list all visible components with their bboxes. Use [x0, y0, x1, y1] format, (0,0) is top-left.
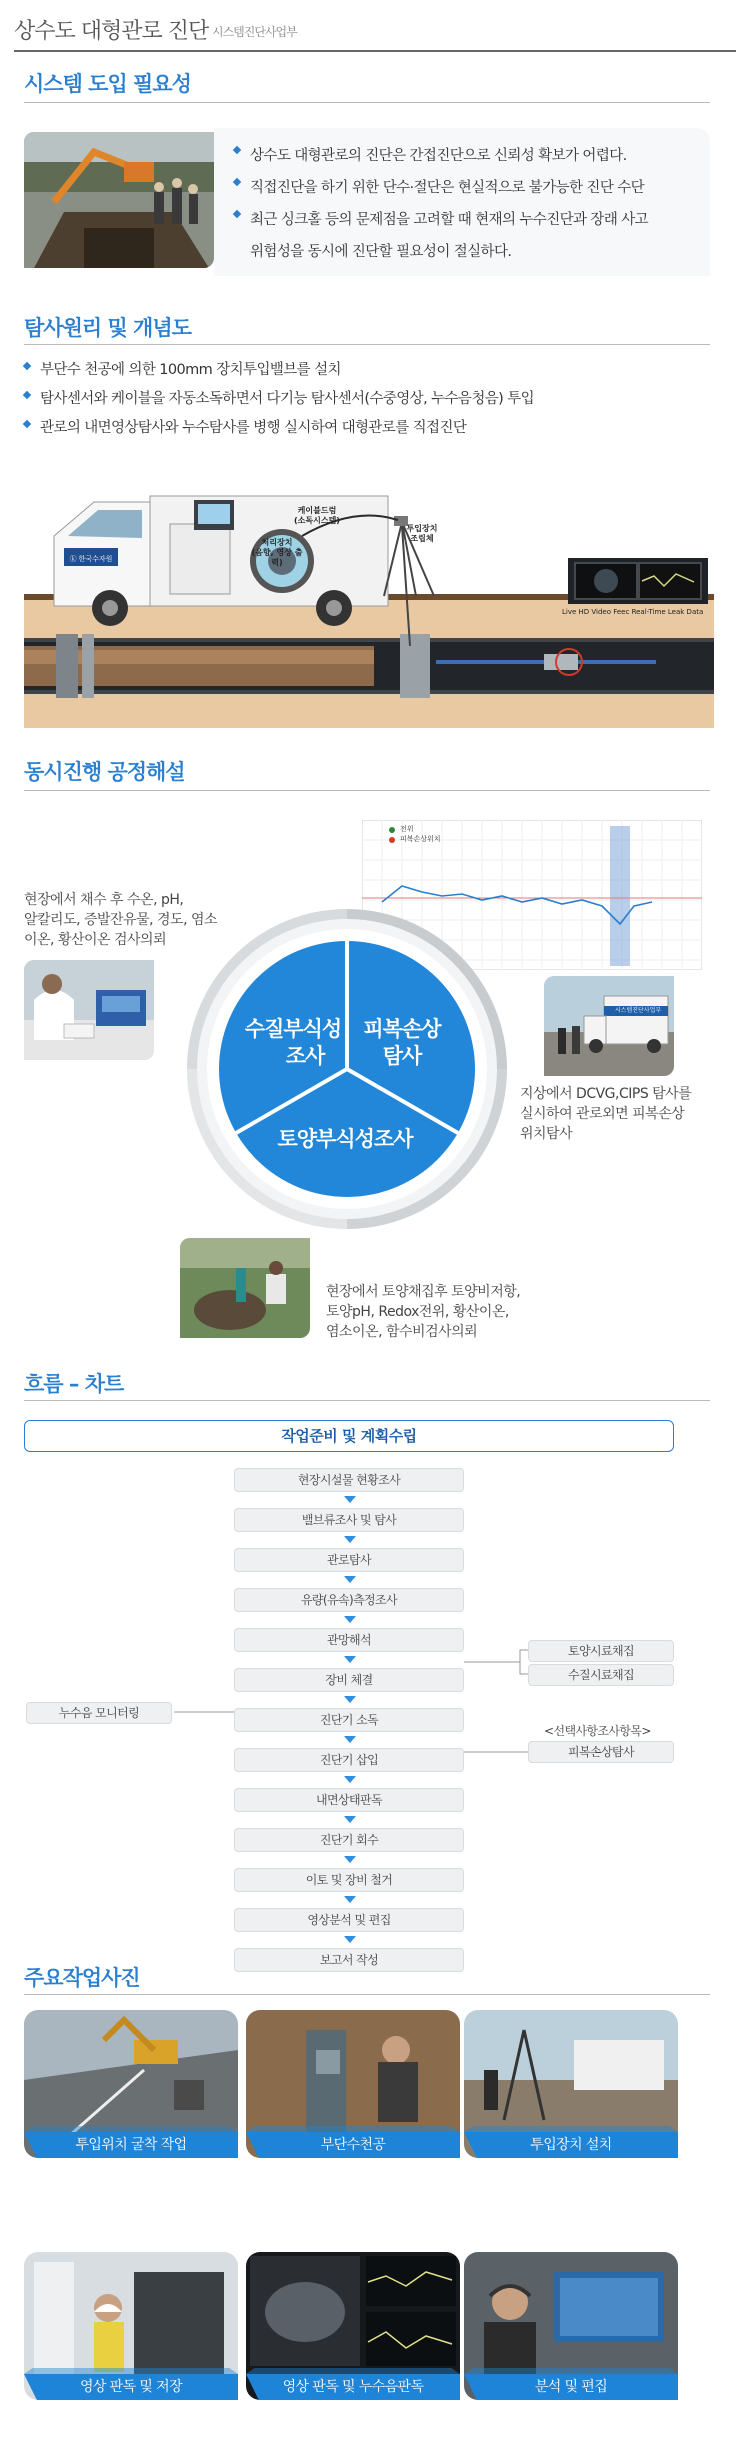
side-water-sample: 수질시료채집	[528, 1664, 674, 1686]
photo-tile-device-install	[464, 2010, 678, 2158]
flow-step: 관망해석	[234, 1628, 464, 1652]
side-soil-sample: 토양시료채집	[528, 1640, 674, 1662]
flow-step: 영상분석 및 편집	[234, 1908, 464, 1932]
photo-caption: 분석 및 편집	[464, 2368, 678, 2400]
photo-caption: 부단수천공	[246, 2126, 460, 2158]
photo-tile-video-save	[24, 2252, 238, 2400]
photo-caption: 투입장치 설치	[464, 2126, 678, 2158]
photo-tile-video-leak	[246, 2252, 460, 2400]
flow-step: 진단기 회수	[234, 1828, 464, 1852]
flow-step: 현장시설물 현황조사	[234, 1468, 464, 1492]
optional-note: <선택사항조사항목>	[544, 1724, 651, 1738]
flow-step: 보고서 작성	[234, 1948, 464, 1972]
list-item: 위험성을 동시에 진단할 필요성이 절실하다.	[250, 244, 512, 260]
section-title-flow: 흐름 – 차트	[24, 1372, 124, 1396]
down-arrow-icon	[344, 1936, 356, 1943]
list-item: 직접진단을 하기 위한 단수·절단은 현실적으로 불가능한 진단 수단	[234, 172, 648, 204]
photo-caption: 투입위치 굴착 작업	[24, 2126, 238, 2158]
svg-text:ⓚ 한국수자원: ⓚ 한국수자원	[69, 556, 113, 563]
flow-step: 관로탐사	[234, 1548, 464, 1572]
photo-caption: 영상 판독 및 저장	[24, 2368, 238, 2400]
pie-label-coating: 피복손상 탐사	[363, 1017, 441, 1068]
flow-step: 유량(유속)측정조사	[234, 1588, 464, 1612]
photo-tile-analysis	[464, 2252, 678, 2400]
list-item: 관로의 내면영상탐사와 누수탐사를 병행 실시하여 대형관로를 직접진단	[24, 414, 534, 443]
chart-legend-coating: 피복손상위치	[400, 835, 441, 843]
photo-tile-tapping	[246, 2010, 460, 2158]
flow-step: 진단기 소독	[234, 1708, 464, 1732]
flow-step: 밸브류조사 및 탐사	[234, 1508, 464, 1532]
list-item: 탐사센서와 케이블을 자동소독하면서 다기능 탐사센서(수중영상, 누수음청음) 투입	[24, 385, 534, 414]
pie-label-soil: 토양부식성조사	[277, 1127, 413, 1151]
side-coating-survey: 피복손상탐사	[528, 1741, 674, 1763]
truck-sign: 시스템진단사업부	[614, 1007, 662, 1014]
list-item: 상수도 대형관로의 진단은 간접진단으로 신뢰성 확보가 어렵다.	[234, 140, 648, 172]
soil-test-text: 현장에서 토양채집후 토양비저항, 토양pH, Redox전위, 황산이온, 염소이온, 함수비검사의뢰	[326, 1284, 521, 1340]
page-title: 상수도 대형관로 진단	[14, 19, 209, 44]
section-title-photos: 주요작업사진	[24, 1966, 140, 1990]
photo-caption: 영상 판독 및 누수음판독	[246, 2368, 460, 2400]
list-item: 최근 싱크홀 등의 문제점을 고려할 때 현재의 누수진단과 장래 사고	[234, 204, 648, 236]
section-title-need: 시스템 도입 필요성	[24, 72, 191, 96]
section-title-process: 동시진행 공정해설	[24, 760, 185, 784]
water-test-text: 현장에서 채수 후 수온, pH, 알칼리도, 증발잔유물, 경도, 염소 이온, 황산이온 검사의뢰	[24, 892, 218, 948]
section-divider	[24, 1994, 710, 1995]
tripod-label: 투입장치 조립체	[406, 524, 438, 543]
page-subtitle: 시스템진단사업부	[212, 25, 297, 39]
pie-label-water: 수질부식성 조사	[244, 1017, 342, 1068]
chart-legend-potential: 전위	[400, 825, 414, 833]
flow-step: 진단기 삽입	[234, 1748, 464, 1772]
dcvg-text: 지상에서 DCVG,CIPS 탐사를 실시하여 관로외면 피복손상 위치탐사	[520, 1086, 692, 1142]
cable-drum-label: 케이블드럼 (소독시스템)	[294, 506, 340, 525]
processor-label: 처리장치 (음향, 영상 출력)	[251, 538, 303, 567]
flow-step: 이토 및 장비 철거	[234, 1868, 464, 1892]
photo-tile-excavation	[24, 2010, 238, 2158]
list-item: 부단수 천공에 의한 100mm 장치투입밸브를 설치	[24, 356, 534, 385]
flow-step: 장비 체결	[234, 1668, 464, 1692]
section-title-principle: 탐사원리 및 개념도	[24, 316, 191, 340]
monitor-caption: Live HD Video Feec Real-Time Leak Data	[562, 608, 704, 616]
flow-head: 작업준비 및 계획수립	[24, 1420, 674, 1452]
side-leak-monitoring: 누수음 모니터링	[26, 1702, 172, 1724]
flow-step: 내면상태판독	[234, 1788, 464, 1812]
